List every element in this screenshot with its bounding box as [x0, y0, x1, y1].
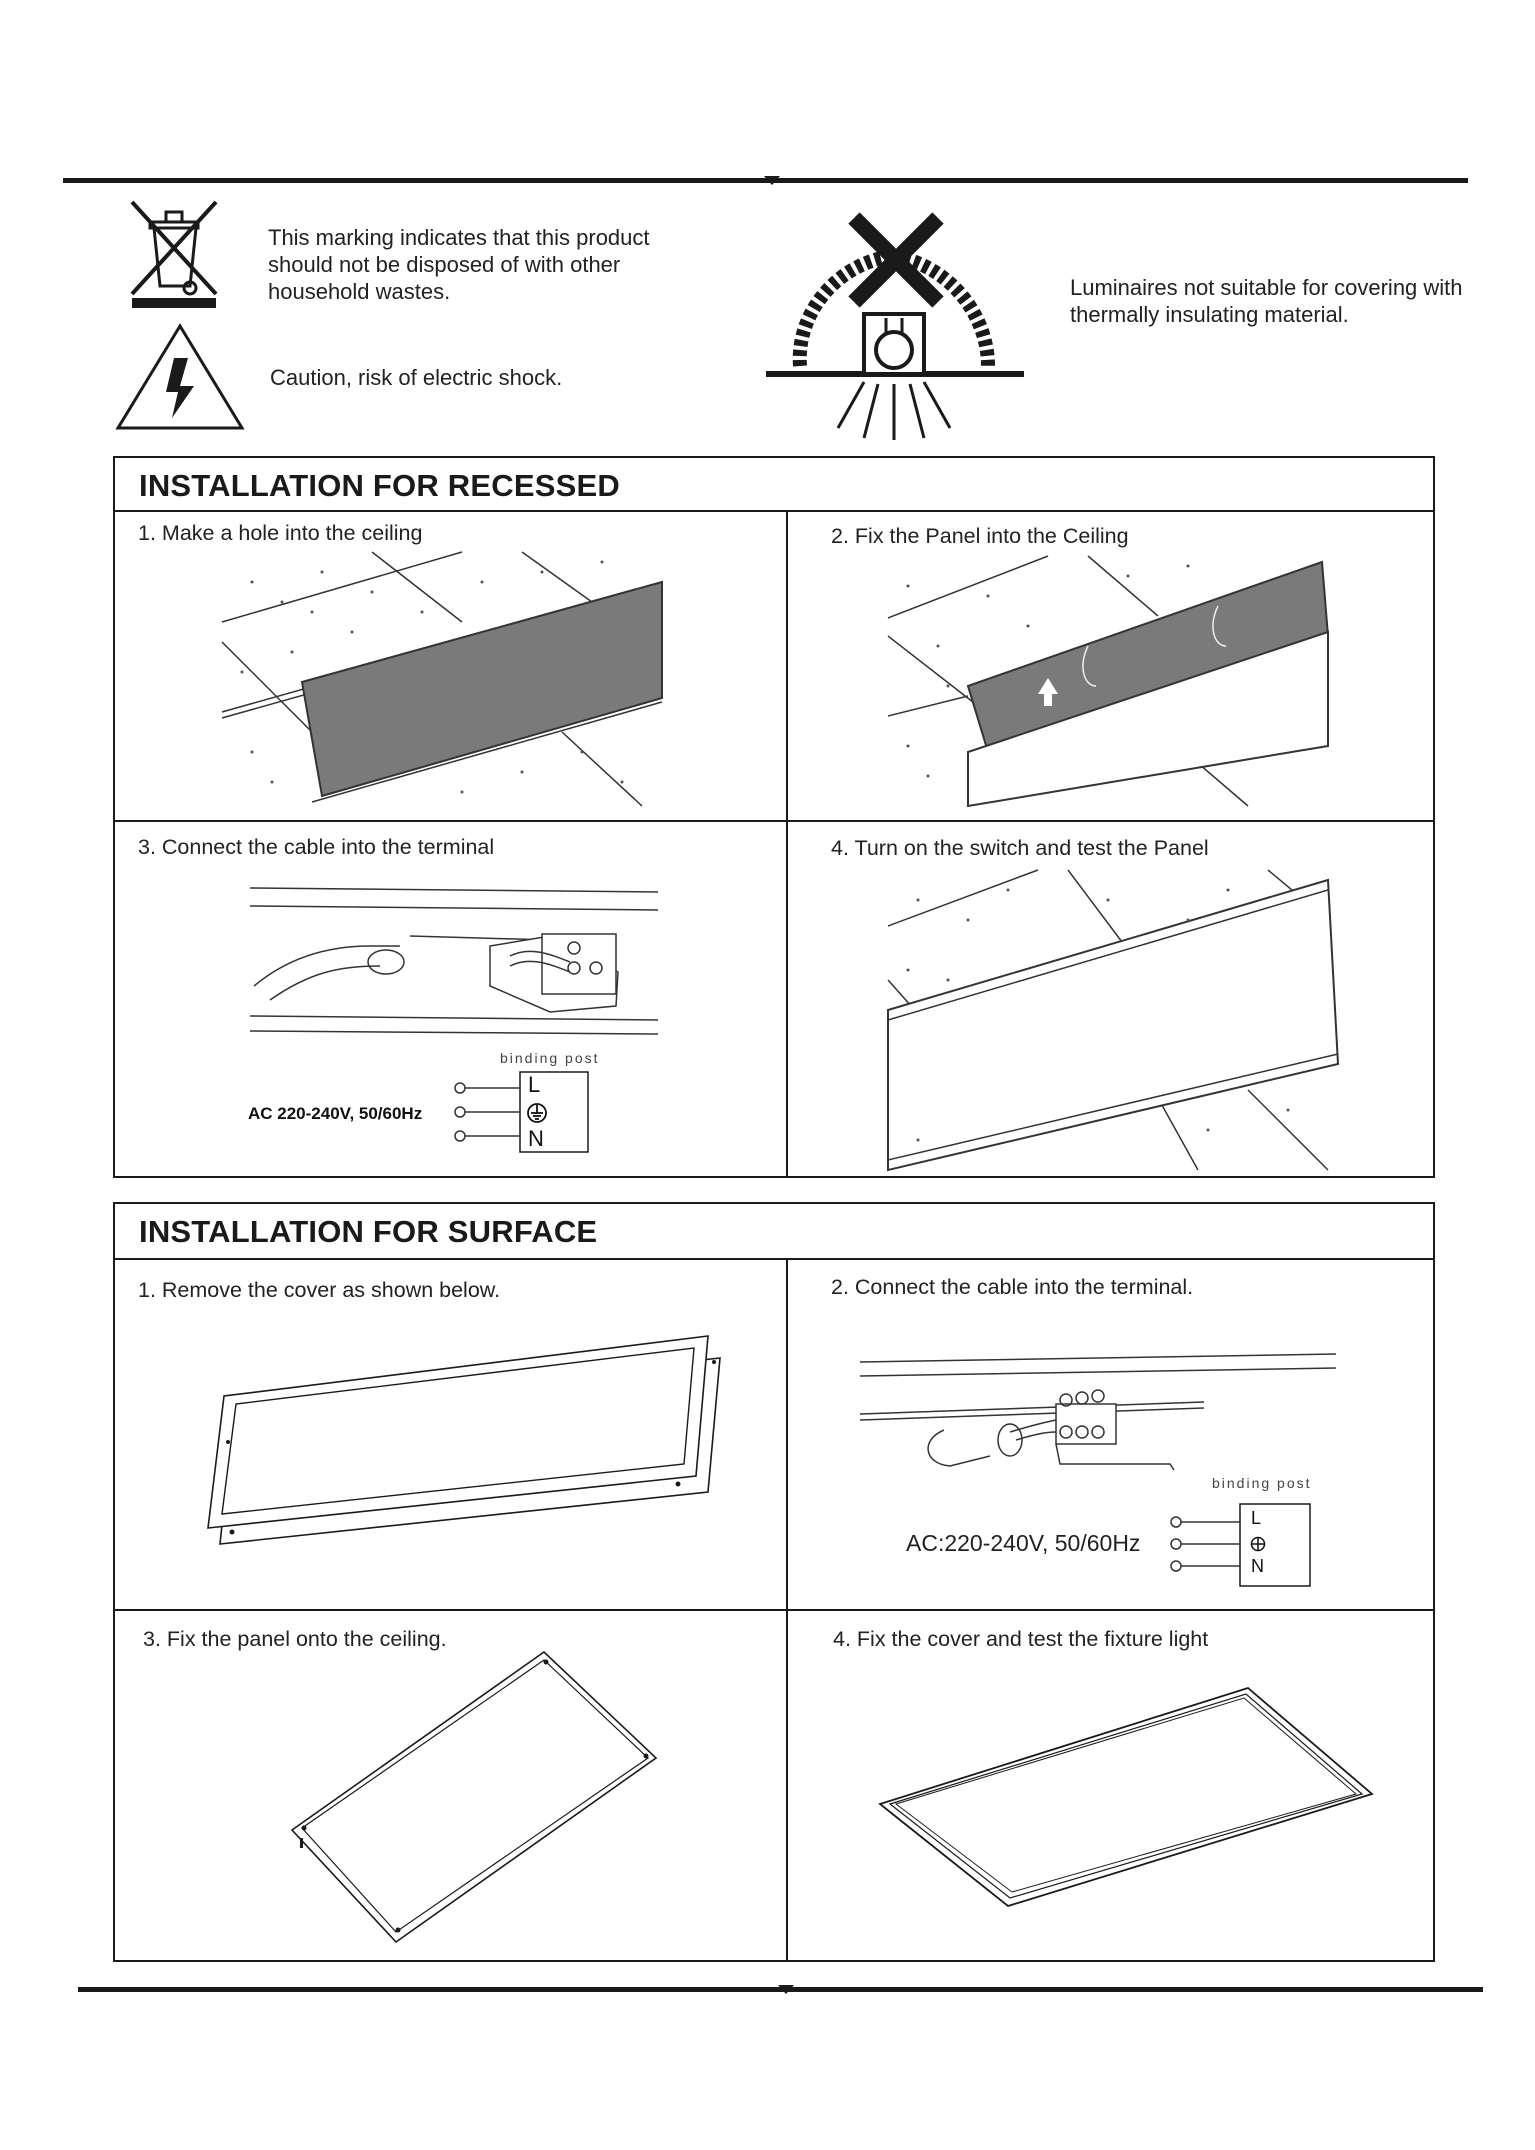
- surface-step-1-label: 1. Remove the cover as shown below.: [138, 1278, 501, 1302]
- surface-row-divider: [113, 1609, 1435, 1611]
- ceiling-hole-illustration: [222, 552, 662, 806]
- recessed-step-2-label: 2. Fix the Panel into the Ceiling: [831, 524, 1129, 548]
- surface-step-2-label: 2. Connect the cable into the terminal.: [831, 1275, 1194, 1299]
- recessed-row-divider: [113, 820, 1435, 822]
- recessed-voltage-label: AC 220-240V, 50/60Hz: [248, 1104, 423, 1123]
- surface-terminal-n: N: [1251, 1556, 1264, 1576]
- surface-voltage-label: AC:220-240V, 50/60Hz: [906, 1530, 1141, 1556]
- recessed-terminal-l: L: [528, 1072, 541, 1097]
- electric-shock-warning-icon: [114, 322, 246, 432]
- surface-step-4-label: 4. Fix the cover and test the fixture light: [833, 1627, 1209, 1651]
- recessed-title: INSTALLATION FOR RECESSED: [115, 458, 1433, 512]
- shock-notice-text: Caution, risk of electric shock.: [270, 365, 563, 390]
- insulation-notice-text: Luminaires not suitable for covering with thermally insulating material.: [1070, 275, 1463, 327]
- recessed-step-1-label: 1. Make a hole into the ceiling: [138, 521, 423, 545]
- bottom-rule-notch: [778, 1985, 794, 1997]
- recessed-terminal-block: [452, 1070, 592, 1154]
- weee-bin-icon: [128, 198, 224, 310]
- top-rule-notch: [764, 176, 780, 188]
- recessed-step-3-label: 3. Connect the cable into the terminal: [138, 835, 495, 859]
- surface-step-3-label: 3. Fix the panel onto the ceiling.: [143, 1627, 447, 1651]
- fix-panel-illustration: [888, 556, 1328, 806]
- surface-terminal-block: [1166, 1502, 1314, 1588]
- recessed-step-4-label: 4. Turn on the switch and test the Panel: [831, 836, 1209, 860]
- earth-ground-icon: [1250, 1536, 1266, 1552]
- test-panel-illustration: [888, 870, 1338, 1170]
- fixed-cover-illustration: [878, 1686, 1374, 1908]
- surface-terminal-l: L: [1251, 1508, 1262, 1528]
- surface-binding-post-label: binding post: [1212, 1475, 1312, 1491]
- fix-panel-ceiling-illustration: [288, 1648, 668, 1948]
- recessed-terminal-n: N: [528, 1126, 544, 1151]
- surface-title: INSTALLATION FOR SURFACE: [115, 1204, 1433, 1260]
- earth-ground-icon: [526, 1102, 548, 1124]
- surface-wiring-illustration: [860, 1336, 1340, 1486]
- no-insulation-cover-icon: [766, 214, 1026, 444]
- recessed-binding-post-label: binding post: [500, 1050, 600, 1066]
- recessed-wiring-illustration: [250, 876, 660, 1036]
- remove-cover-illustration: [208, 1332, 728, 1572]
- recessed-col-divider: [786, 510, 788, 1178]
- weee-notice-text: This marking indicates that this product should not be disposed of with other household wastes.: [268, 225, 650, 304]
